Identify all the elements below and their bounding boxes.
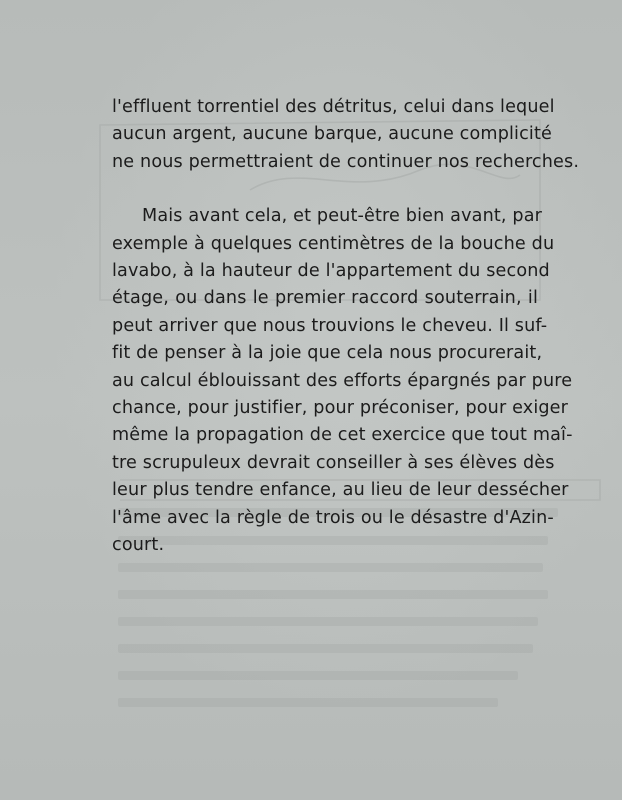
text-line: peut arriver que nous trouvions le cheveu. Il suf-: [112, 315, 548, 336]
text-line: court.: [112, 535, 165, 556]
text-line: au calcul éblouissant des efforts épargnés par pure: [112, 370, 573, 391]
text-line: Mais avant cela, et peut-être bien avant, par: [142, 206, 543, 227]
text-line: lavabo, à la hauteur de l'appartement du second: [112, 261, 550, 282]
text-line: l'effluent torrentiel des détritus, celui dans lequel: [112, 97, 555, 117]
text-line: étage, ou dans le premier raccord souterrain, il: [112, 288, 538, 309]
text-line: ne nous permettraient de continuer nos recherches.: [112, 151, 580, 172]
paragraph-spacer: [112, 176, 538, 203]
text-line: chance, pour justifier, pour préconiser, pour exiger: [112, 398, 569, 419]
text-line: même la propagation de cet exercice que tout maî-: [112, 425, 573, 446]
text-line: leur plus tendre enfance, au lieu de leur dessécher: [112, 480, 569, 501]
paragraph-1: [112, 94, 580, 176]
text-line: l'âme avec la règle de trois ou le désastre d'Azin-: [112, 507, 554, 528]
text-line: fit de penser à la joie que cela nous procurerait,: [112, 343, 543, 364]
body-text: [112, 94, 580, 560]
text-line: exemple à quelques centimètres de la bouche du: [112, 233, 555, 254]
paragraph-2: [112, 203, 573, 559]
text-line: aucun argent, aucune barque, aucune complicité: [112, 124, 552, 145]
text-line: tre scrupuleux devrait conseiller à ses élèves dès: [112, 452, 555, 473]
